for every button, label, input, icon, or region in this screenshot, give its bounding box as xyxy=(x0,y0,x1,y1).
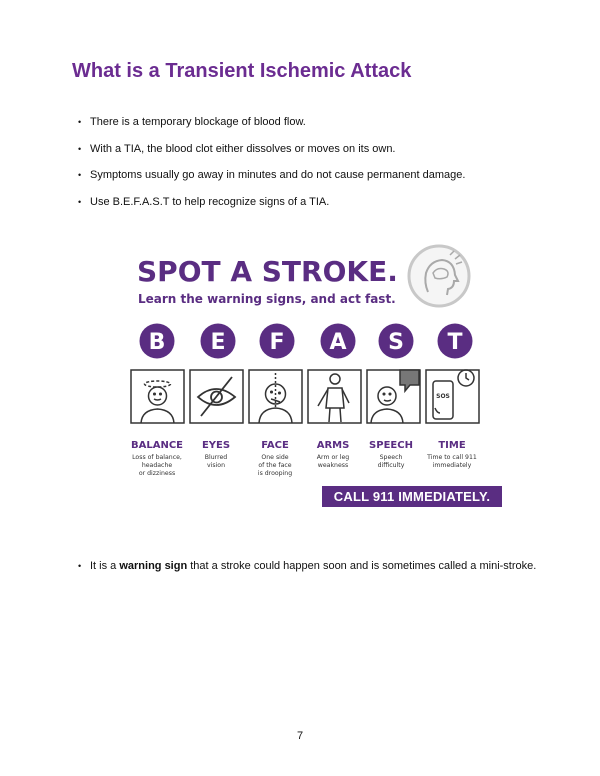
desc-balance-3: or dizziness xyxy=(138,470,176,477)
desc-arms-2: weakness xyxy=(317,462,349,469)
desc-face-3: is drooping xyxy=(257,470,293,477)
call-911-banner: CALL 911 IMMEDIATELY. xyxy=(322,486,502,507)
desc-eyes-2: vision xyxy=(206,462,226,469)
desc-balance-1: Loss of balance, xyxy=(132,454,182,461)
letter-f: F xyxy=(269,330,285,355)
desc-speech-2: difficulty xyxy=(377,462,405,469)
bullet-item-warning xyxy=(78,560,536,573)
label-face: FACE xyxy=(261,440,289,451)
desc-time-2: immediately xyxy=(432,462,472,469)
bullet-item: • There is a temporary blockage of blood flow. xyxy=(78,116,465,129)
desc-eyes-1: Blurred xyxy=(204,454,228,461)
desc-balance-2: headache xyxy=(141,462,173,469)
letter-e: E xyxy=(210,330,226,355)
letter-circles xyxy=(140,324,473,359)
balance-icon-box xyxy=(131,370,184,423)
desc-speech-1: Speech xyxy=(379,454,403,461)
letter-b: B xyxy=(148,330,166,355)
label-speech: SPEECH xyxy=(369,440,413,451)
infographic-subhead: Learn the warning signs, and act fast. xyxy=(138,292,396,306)
label-time: TIME xyxy=(438,440,466,451)
arms-icon-box xyxy=(308,370,361,423)
sos-label: SOS xyxy=(436,393,450,400)
desc-arms-1: Arm or leg xyxy=(316,454,350,461)
befast-infographic xyxy=(128,243,480,513)
letter-a: A xyxy=(329,330,347,355)
final-bullet-list xyxy=(78,560,536,573)
label-balance: BALANCE xyxy=(130,440,184,451)
label-arms: ARMS xyxy=(316,440,350,451)
letter-s: S xyxy=(388,330,404,355)
desc-face-1: One side xyxy=(261,454,289,461)
infographic-headline: SPOT A STROKE. xyxy=(137,255,398,288)
bullet-item: • Symptoms usually go away in minutes and do not cause permanent damage. xyxy=(78,169,465,182)
letter-t: T xyxy=(447,330,463,355)
bullet-text-before: It is a xyxy=(90,560,120,572)
desc-face-2: of the face xyxy=(258,462,292,469)
label-eyes: EYES xyxy=(201,440,231,451)
bullet-list xyxy=(78,116,465,222)
bullet-text-bold: warning sign xyxy=(119,560,188,572)
page-title: What is a Transient Ischemic Attack xyxy=(72,60,412,82)
brain-head-icon xyxy=(409,246,469,306)
page-number: 7 xyxy=(296,730,304,742)
bullet-item: • Use B.E.F.A.S.T to help recognize signs of a TIA. xyxy=(78,196,465,209)
bullet-item: • With a TIA, the blood clot either dissolves or moves on its own. xyxy=(78,143,465,156)
desc-time-1: Time to call 911 xyxy=(427,454,477,461)
bullet-text-after: that a stroke could happen soon and is sometimes called a mini-stroke. xyxy=(187,560,537,572)
